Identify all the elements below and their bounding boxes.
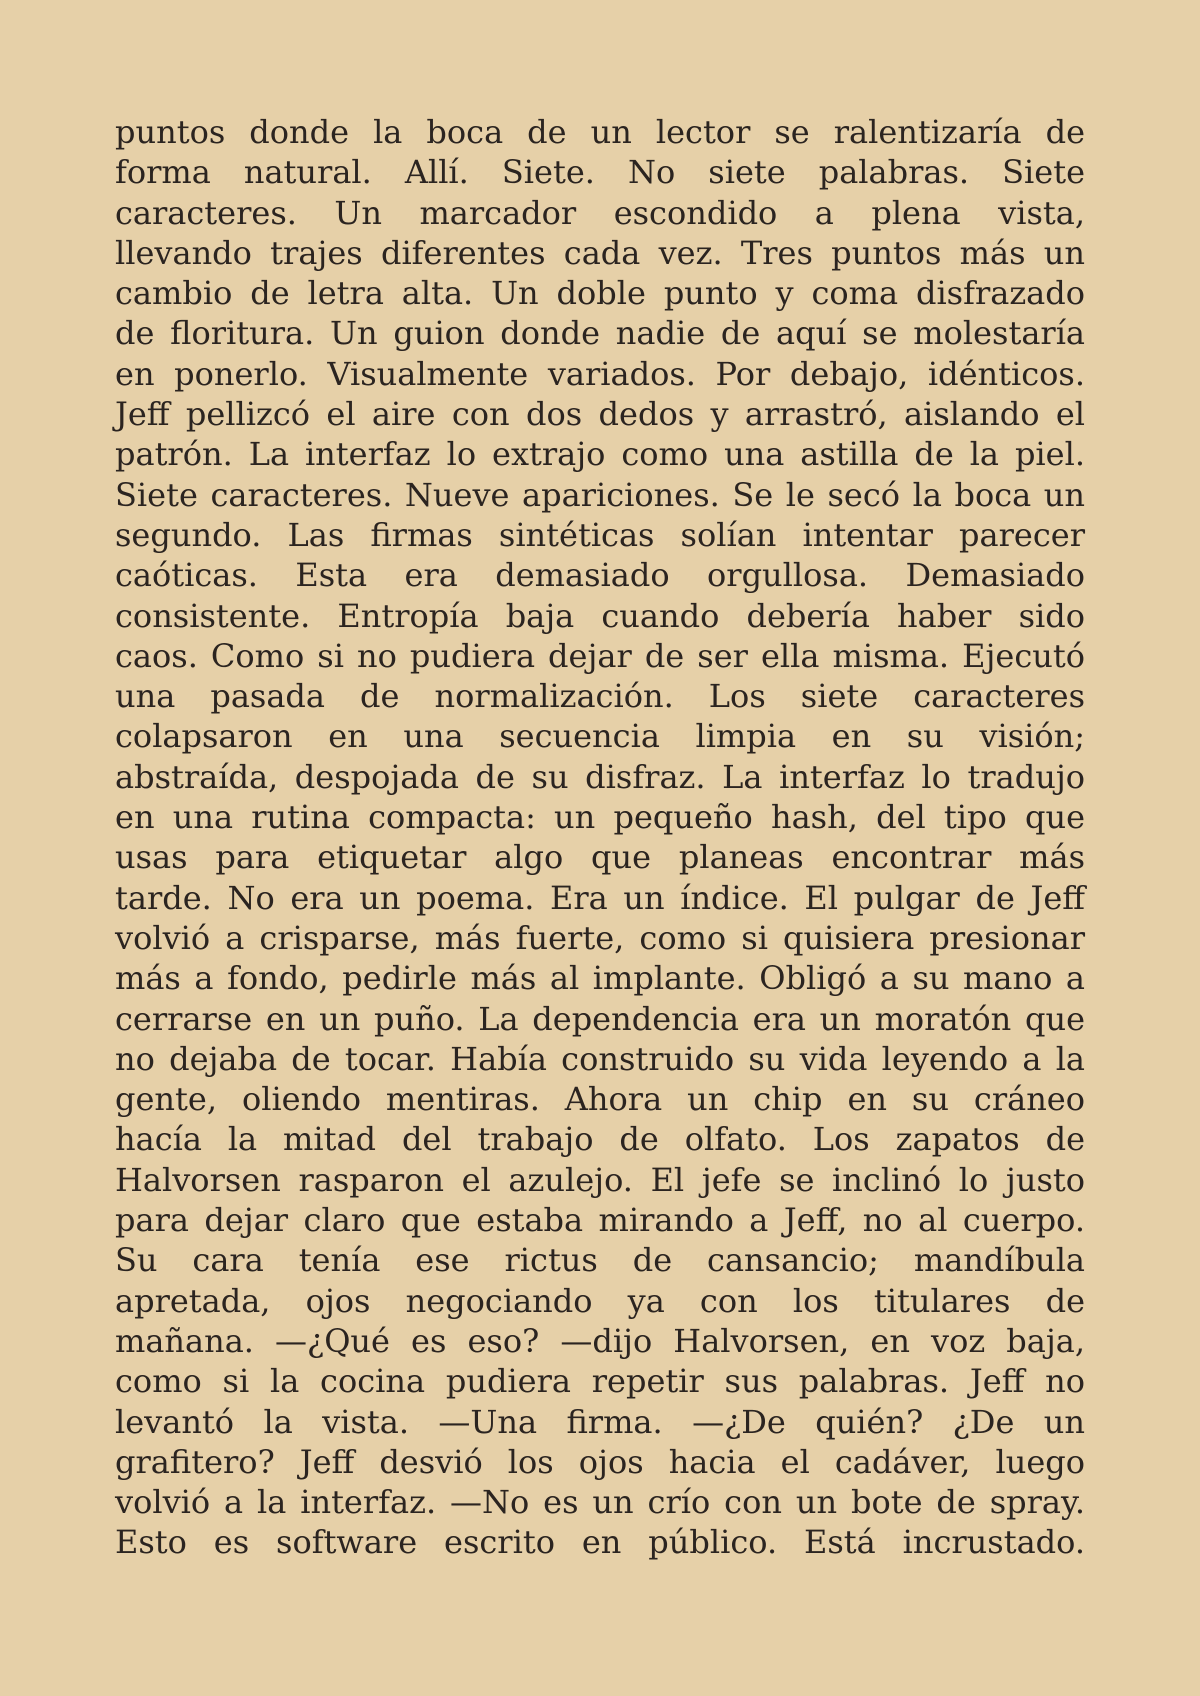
text-line: Esto es software escrito en público. Está incrustado. bbox=[115, 1523, 1085, 1562]
text-line: en una rutina compacta: un pequeño hash, del tipo que bbox=[115, 798, 1085, 837]
text-line: para dejar claro que estaba mirando a Jeff, no al cuerpo. bbox=[115, 1201, 1085, 1240]
text-line: volvió a crisparse, más fuerte, como si quisiera presionar bbox=[115, 918, 1085, 957]
text-line: usas para etiquetar algo que planeas encontrar más bbox=[115, 838, 1085, 877]
text-line: apretada, ojos negociando ya con los titulares de bbox=[115, 1281, 1085, 1320]
text-line: como si la cocina pudiera repetir sus palabras. Jeff no bbox=[115, 1362, 1085, 1401]
text-line: colapsaron en una secuencia limpia en su visión; bbox=[115, 717, 1085, 756]
text-line: abstraída, despojada de su disfraz. La interfaz lo tradujo bbox=[115, 757, 1085, 796]
text-line: más a fondo, pedirle más al implante. Obligó a su mano a bbox=[115, 959, 1085, 998]
page-text-block bbox=[115, 112, 1085, 1563]
text-line: cambio de letra alta. Un doble punto y coma disfrazado bbox=[115, 274, 1085, 313]
text-line: una pasada de normalización. Los siete caracteres bbox=[115, 677, 1085, 716]
text-line: Jeff pellizcó el aire con dos dedos y arrastró, aislando el bbox=[115, 395, 1085, 434]
text-line: caos. Como si no pudiera dejar de ser ella misma. Ejecutó bbox=[115, 636, 1085, 675]
text-line: puntos donde la boca de un lector se ralentizaría de bbox=[115, 113, 1085, 151]
text-line: hacía la mitad del trabajo de olfato. Los zapatos de bbox=[115, 1120, 1085, 1159]
text-line: cerrarse en un puño. La dependencia era un moratón que bbox=[115, 999, 1085, 1038]
text-line: forma natural. Allí. Siete. No siete palabras. Siete bbox=[115, 153, 1085, 192]
text-line: caóticas. Esta era demasiado orgullosa. Demasiado bbox=[115, 556, 1085, 595]
text-line: levantó la vista. —Una firma. —¿De quién? ¿De un bbox=[115, 1402, 1085, 1441]
text-line: llevando trajes diferentes cada vez. Tres puntos más un bbox=[115, 233, 1085, 272]
text-line: Su cara tenía ese rictus de cansancio; mandíbula bbox=[115, 1241, 1085, 1280]
text-line: patrón. La interfaz lo extrajo como una astilla de la piel. bbox=[115, 435, 1085, 474]
text-line: Halvorsen rasparon el azulejo. El jefe se inclinó lo justo bbox=[115, 1160, 1085, 1199]
text-line: tarde. No era un poema. Era un índice. El pulgar de Jeff bbox=[115, 878, 1085, 917]
text-line: de floritura. Un guion donde nadie de aquí se molestaría bbox=[115, 314, 1085, 353]
text-line: en ponerlo. Visualmente variados. Por debajo, idénticos. bbox=[115, 354, 1085, 393]
text-line: segundo. Las firmas sintéticas solían intentar parecer bbox=[115, 515, 1085, 554]
text-line: mañana. —¿Qué es eso? —dijo Halvorsen, en voz baja, bbox=[115, 1321, 1085, 1360]
text-line: consistente. Entropía baja cuando debería haber sido bbox=[115, 596, 1085, 635]
text-line: gente, oliendo mentiras. Ahora un chip en su cráneo bbox=[115, 1080, 1085, 1119]
text-line: volvió a la interfaz. —No es un crío con un bote de spray. bbox=[115, 1483, 1085, 1522]
text-line: no dejaba de tocar. Había construido su vida leyendo a la bbox=[115, 1039, 1085, 1078]
text-line: Siete caracteres. Nueve apariciones. Se le secó la boca un bbox=[115, 475, 1085, 514]
text-line: grafitero? Jeff desvió los ojos hacia el cadáver, luego bbox=[115, 1442, 1085, 1481]
text-line: caracteres. Un marcador escondido a plena vista, bbox=[115, 193, 1085, 232]
